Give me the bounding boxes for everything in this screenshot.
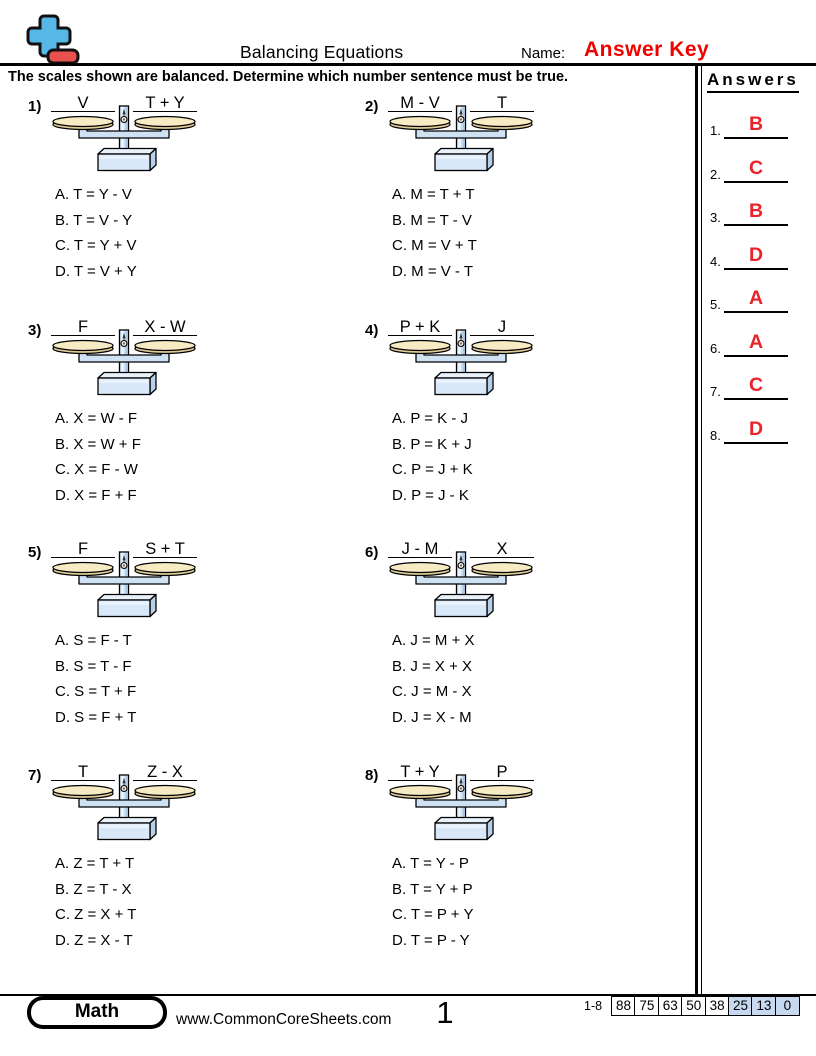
score-cell: 25: [728, 996, 753, 1016]
answer-row-1: [704, 107, 808, 139]
option-b: B. T = Y + P: [392, 880, 473, 898]
score-cell: 50: [681, 996, 706, 1016]
left-pan-label: V: [51, 95, 115, 112]
right-pan-label: P: [470, 764, 534, 781]
problem-4: [357, 318, 692, 537]
balance-scale-graphic: [49, 551, 199, 619]
problem-number: 7): [28, 767, 42, 784]
option-d: D. X = F + F: [55, 486, 137, 504]
right-pan-label: T + Y: [133, 95, 197, 112]
answer-row-4: [704, 238, 808, 270]
problem-8: [357, 763, 692, 982]
answer-blank-line: [724, 224, 788, 226]
answer-value: D: [748, 417, 764, 440]
instruction-text: The scales shown are balanced. Determine which number sentence must be true.: [8, 69, 569, 85]
subject-badge: [27, 996, 167, 1029]
option-c: C. Z = X + T: [55, 906, 137, 923]
answer-number: 5.: [710, 297, 721, 312]
answer-number: 1.: [710, 123, 721, 138]
score-cell: 88: [611, 996, 636, 1016]
problem-number: 5): [28, 544, 42, 561]
score-grid: [611, 996, 800, 1016]
problem-2: [357, 94, 692, 313]
answer-number: 4.: [710, 253, 721, 269]
answer-number: 8.: [710, 427, 721, 443]
answer-blank-line: [724, 442, 788, 444]
problem-number: 2): [365, 98, 379, 115]
problem-number: 6): [365, 544, 379, 561]
balance-scale-graphic: [386, 329, 536, 397]
option-b: B. M = T - V: [392, 211, 472, 229]
score-range-label: 1-8: [584, 999, 603, 1013]
options-list: [392, 851, 473, 953]
right-pan-label: T: [470, 95, 534, 112]
option-d: D. M = V - T: [392, 262, 473, 280]
page-number: 1: [436, 995, 454, 1030]
options-list: [55, 628, 136, 730]
balance-scale-graphic: [49, 774, 199, 842]
left-pan-label: P + K: [388, 319, 452, 336]
answers-column-divider: [695, 64, 698, 995]
option-d: D. Z = X - T: [55, 931, 133, 949]
left-pan-label: M - V: [388, 95, 452, 112]
balance-scale: [386, 329, 536, 397]
balance-scale-graphic: [386, 774, 536, 842]
option-c: C. X = F - W: [55, 461, 138, 478]
right-pan-label: Z - X: [133, 764, 197, 781]
header-divider: [0, 63, 816, 66]
score-cell: 75: [634, 996, 659, 1016]
option-b: B. T = V - Y: [55, 211, 133, 229]
subject-label: Math: [31, 1000, 163, 1025]
balance-scale: [49, 329, 199, 397]
option-a: A. Z = T + T: [55, 855, 135, 872]
answer-key-label: Answer Key: [584, 38, 710, 61]
left-pan-label: T + Y: [388, 764, 452, 781]
options-list: [55, 851, 136, 953]
problem-number: 4): [365, 322, 379, 339]
answer-value: B: [748, 200, 764, 222]
page-title: Balancing Equations: [240, 42, 404, 62]
answer-value: D: [748, 243, 764, 266]
option-b: B. S = T - F: [55, 657, 132, 675]
option-a: A. S = F - T: [55, 632, 132, 649]
problem-6: [357, 540, 692, 759]
answer-number: 6.: [710, 340, 721, 356]
option-d: D. T = P - Y: [392, 931, 470, 949]
balance-scale: [386, 774, 536, 842]
option-b: B. P = K + J: [392, 435, 472, 453]
options-list: [55, 406, 141, 508]
left-pan-label: F: [51, 319, 115, 336]
option-d: D. P = J - K: [392, 486, 469, 504]
balance-scale-graphic: [386, 551, 536, 619]
right-pan-label: X: [470, 541, 534, 558]
answer-number: 2.: [710, 166, 721, 182]
right-pan-label: S + T: [133, 541, 197, 558]
balance-scale: [49, 551, 199, 619]
option-b: B. J = X + X: [392, 657, 473, 675]
name-label: Name:: [521, 45, 566, 62]
balance-scale: [386, 551, 536, 619]
option-b: B. X = W + F: [55, 435, 141, 453]
answer-row-7: [704, 368, 808, 400]
score-cell: 13: [751, 996, 776, 1016]
score-cell: 63: [658, 996, 683, 1016]
answer-value: A: [748, 330, 764, 353]
answer-number: 3.: [710, 210, 721, 225]
answer-blank-line: [724, 311, 788, 313]
option-c: C. S = T + F: [55, 683, 137, 700]
answer-value: A: [748, 287, 764, 309]
option-a: A. X = W - F: [55, 410, 138, 427]
balance-scale: [49, 105, 199, 173]
balance-scale: [49, 774, 199, 842]
option-c: C. M = V + T: [392, 237, 477, 254]
answer-value: B: [748, 113, 764, 135]
option-c: C. T = Y + V: [55, 237, 137, 254]
right-pan-label: X - W: [133, 319, 197, 336]
problem-number: 1): [28, 98, 42, 115]
left-pan-label: F: [51, 541, 115, 558]
plus-minus-logo-icon: [18, 14, 82, 66]
website-url: www.CommonCoreSheets.com: [176, 1011, 392, 1028]
answers-column-divider-inner: [701, 64, 703, 995]
problem-number: 3): [28, 322, 42, 339]
option-c: C. P = J + K: [392, 461, 473, 478]
left-pan-label: T: [51, 764, 115, 781]
option-a: A. T = Y - V: [55, 186, 132, 203]
problem-5: [20, 540, 355, 759]
answer-blank-line: [724, 137, 788, 139]
answer-value: C: [748, 374, 764, 396]
balance-scale-graphic: [49, 329, 199, 397]
problem-1: [20, 94, 355, 313]
problem-3: [20, 318, 355, 537]
answer-blank-line: [724, 268, 788, 270]
option-c: C. J = M - X: [392, 683, 472, 700]
option-a: A. M = T + T: [392, 186, 475, 203]
right-pan-label: J: [470, 319, 534, 336]
score-cell: 38: [705, 996, 730, 1016]
problem-7: [20, 763, 355, 982]
option-b: B. Z = T - X: [55, 880, 132, 898]
answer-row-5: [704, 281, 808, 313]
options-list: [392, 406, 473, 508]
answer-blank-line: [724, 181, 788, 183]
left-pan-label: J - M: [388, 541, 452, 558]
option-d: D. J = X - M: [392, 708, 472, 726]
problem-number: 8): [365, 767, 379, 784]
answer-blank-line: [724, 398, 788, 400]
answer-blank-line: [724, 355, 788, 357]
balance-scale-graphic: [49, 105, 199, 173]
score-cell: 0: [775, 996, 800, 1016]
answer-number: 7.: [710, 384, 721, 399]
answers-panel-title: Answers: [707, 70, 799, 93]
options-list: [392, 628, 475, 730]
answer-row-8: [704, 412, 808, 444]
balance-scale: [386, 105, 536, 173]
answer-row-2: [704, 151, 808, 183]
options-list: [55, 182, 137, 284]
balance-scale-graphic: [386, 105, 536, 173]
answer-row-6: [704, 325, 808, 357]
option-d: D. S = F + T: [55, 708, 137, 726]
answer-value: C: [748, 156, 764, 179]
answer-row-3: [704, 194, 808, 226]
options-list: [392, 182, 477, 284]
option-a: A. J = M + X: [392, 632, 475, 649]
option-a: A. T = Y - P: [392, 855, 469, 872]
option-d: D. T = V + Y: [55, 262, 137, 280]
option-c: C. T = P + Y: [392, 906, 474, 923]
option-a: A. P = K - J: [392, 410, 469, 427]
